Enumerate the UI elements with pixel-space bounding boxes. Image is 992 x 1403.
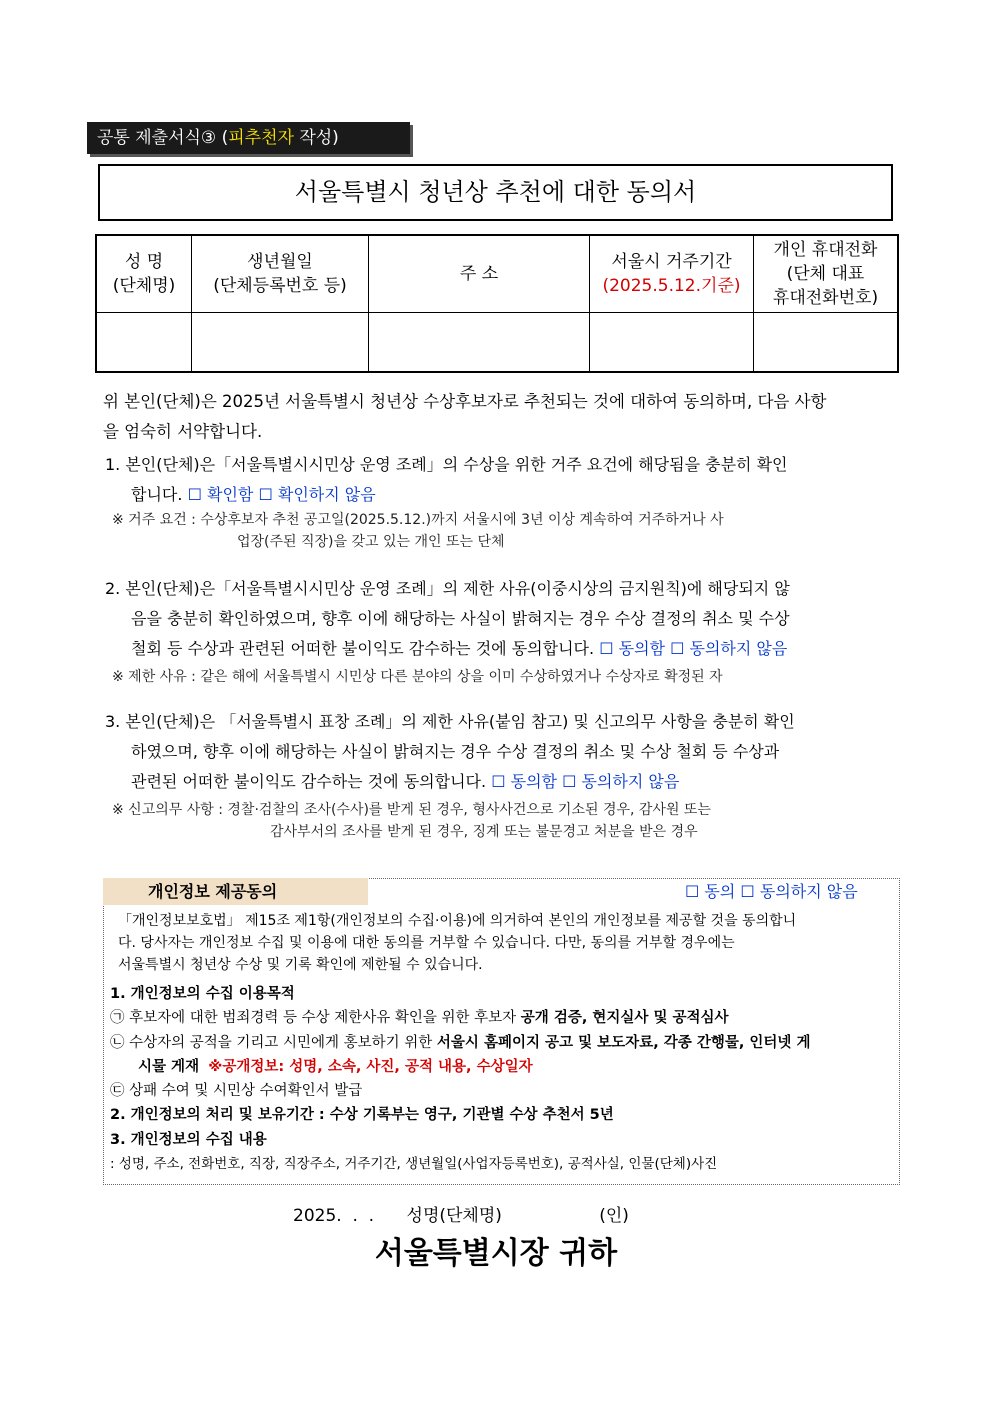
sign-name-label: 성명(단체명) xyxy=(406,1206,502,1226)
privacy-heading: 개인정보 제공동의 xyxy=(103,878,368,905)
privacy-options[interactable]: ☐ 동의 ☐ 동의하지 않음 xyxy=(685,882,858,901)
input-address[interactable] xyxy=(369,312,590,372)
purpose-c: ㉢ 상패 수여 및 시민상 수여확인서 발급 xyxy=(110,1083,363,1100)
input-birth[interactable] xyxy=(192,312,369,372)
header-name: 성 명 (단체명) xyxy=(96,235,192,312)
collected-items-heading: 3. 개인정보의 수집 내용 xyxy=(110,1131,267,1148)
privacy-details xyxy=(110,982,895,1176)
input-name[interactable] xyxy=(96,312,192,372)
item-1: 1. 본인(단체)은「서울특별시시민상 운영 조례」의 수상을 위한 거주 요건에 해당됨을 충분히 확인 합니다. ☐ 확인함 ☐ 확인하지 않음 xyxy=(105,455,788,504)
input-residence[interactable] xyxy=(590,312,754,372)
header-phone: 개인 휴대전화 (단체 대표 휴대전화번호) xyxy=(754,235,899,312)
form-badge: 공통 제출서식③ (피추천자 작성) xyxy=(87,122,410,154)
purpose-heading: 1. 개인정보의 수집 이용목적 xyxy=(110,986,295,1002)
header-residence: 서울시 거주기간 (2025.5.12.기준) xyxy=(590,235,754,312)
sign-date[interactable]: 2025. . . xyxy=(293,1206,375,1226)
item-2-options[interactable]: ☐ 동의함 ☐ 동의하지 않음 xyxy=(599,639,788,658)
item-2-note: ※ 제한 사유 : 같은 해에 서울특별시 시민상 다른 분야의 상을 이미 수상하였거나 수상자로 확정된 자 xyxy=(112,669,723,685)
retention-period: 2. 개인정보의 처리 및 보유기간 : 수상 기록부는 영구, 기관별 수상 추천서 5년 xyxy=(110,1107,614,1124)
header-address: 주 소 xyxy=(369,235,590,312)
intro-text: 위 본인(단체)은 2025년 서울특별시 청년상 수상후보자로 추천되는 것에 대하여 동의하며, 다음 사항 을 엄숙히 서약합니다. xyxy=(103,392,827,441)
item-3-note: ※ 신고의무 사항 : 경찰·검찰의 조사(수사)를 받게 된 경우, 형사사건으로 기소된 경우, 감사원 또는 감사부서의 조사를 받게 된 경우, 징계 또는 불문경고 처분을 받은 경우 xyxy=(112,802,711,840)
item-3-options[interactable]: ☐ 동의함 ☐ 동의하지 않음 xyxy=(491,772,680,791)
purpose-b: ㉡ 수상자의 공적을 기리고 시민에게 홍보하기 위한 서울시 홈페이지 공고 및 보도자료, 각종 간행물, 인터넷 게 xyxy=(110,1034,811,1051)
applicant-info-table xyxy=(95,234,899,373)
addressee: 서울특별시장 귀하 xyxy=(374,1236,618,1271)
badge-highlight: 피추천자 xyxy=(228,128,294,148)
input-phone[interactable] xyxy=(754,312,899,372)
seal-mark[interactable]: (인) xyxy=(599,1206,629,1226)
item-1-options[interactable]: ☐ 확인함 ☐ 확인하지 않음 xyxy=(187,485,376,504)
collected-items: : 성명, 주소, 전화번호, 직장, 직장주소, 거주기간, 생년월일(사업자등록번호), 공적사실, 인물(단체)사진 xyxy=(110,1156,718,1173)
purpose-a: ㉠ 후보자에 대한 범죄경력 등 수상 제한사유 확인을 위한 후보자 공개 검증, 현지실사 및 공적심사 xyxy=(110,1010,729,1027)
header-birth: 생년월일 (단체등록번호 등) xyxy=(192,235,369,312)
item-3: 3. 본인(단체)은 「서울특별시 표창 조례」의 제한 사유(붙임 참고) 및 신고의무 사항을 충분히 확인 하였으며, 향후 이에 해당하는 사실이 밝혀지는 경우 수상 결정의 취소 및 수상 철회 등 수상과 관련된 어떠한 불이익도 감수하는 것에 동의합니다. ☐ 동의함 ☐ 동의하지 않음 xyxy=(105,712,795,791)
item-2: 2. 본인(단체)은「서울특별시시민상 운영 조례」의 제한 사유(이중시상의 금지원칙)에 해당되지 않 음을 충분히 확인하였으며, 향후 이에 해당하는 사실이 밝혀지는 경우 수상 결정의 취소 및 수상 철회 등 수상과 관련된 어떠한 불이익도 감수하는 것에 동의합니다. ☐ 동의함 ☐ 동의하지 않음 xyxy=(105,579,790,658)
signature-line xyxy=(293,1202,629,1230)
document-title: 서울특별시 청년상 추천에 대한 동의서 xyxy=(98,164,893,221)
item-1-note: ※ 거주 요건 : 수상후보자 추천 공고일(2025.5.12.)까지 서울시에 3년 이상 계속하여 거주하거나 사 업장(주된 직장)을 갖고 있는 개인 또는 단체 xyxy=(112,512,724,550)
purpose-b-cont: 시물 게재 ※공개정보: 성명, 소속, 사진, 공적 내용, 수상일자 xyxy=(138,1058,533,1075)
privacy-intro: 「개인정보보호법」 제15조 제1항(개인정보의 수집·이용)에 의거하여 본인의 개인정보를 제공할 것을 동의합니 다. 당사자는 개인정보 수집 및 이용에 대한 동의를 거부할 수 있습니다. 다만, 동의를 거부할 경우에는 서울특별시 청년상 수상 및 기록 확인에 제한될 수 있습니다. xyxy=(118,913,797,973)
